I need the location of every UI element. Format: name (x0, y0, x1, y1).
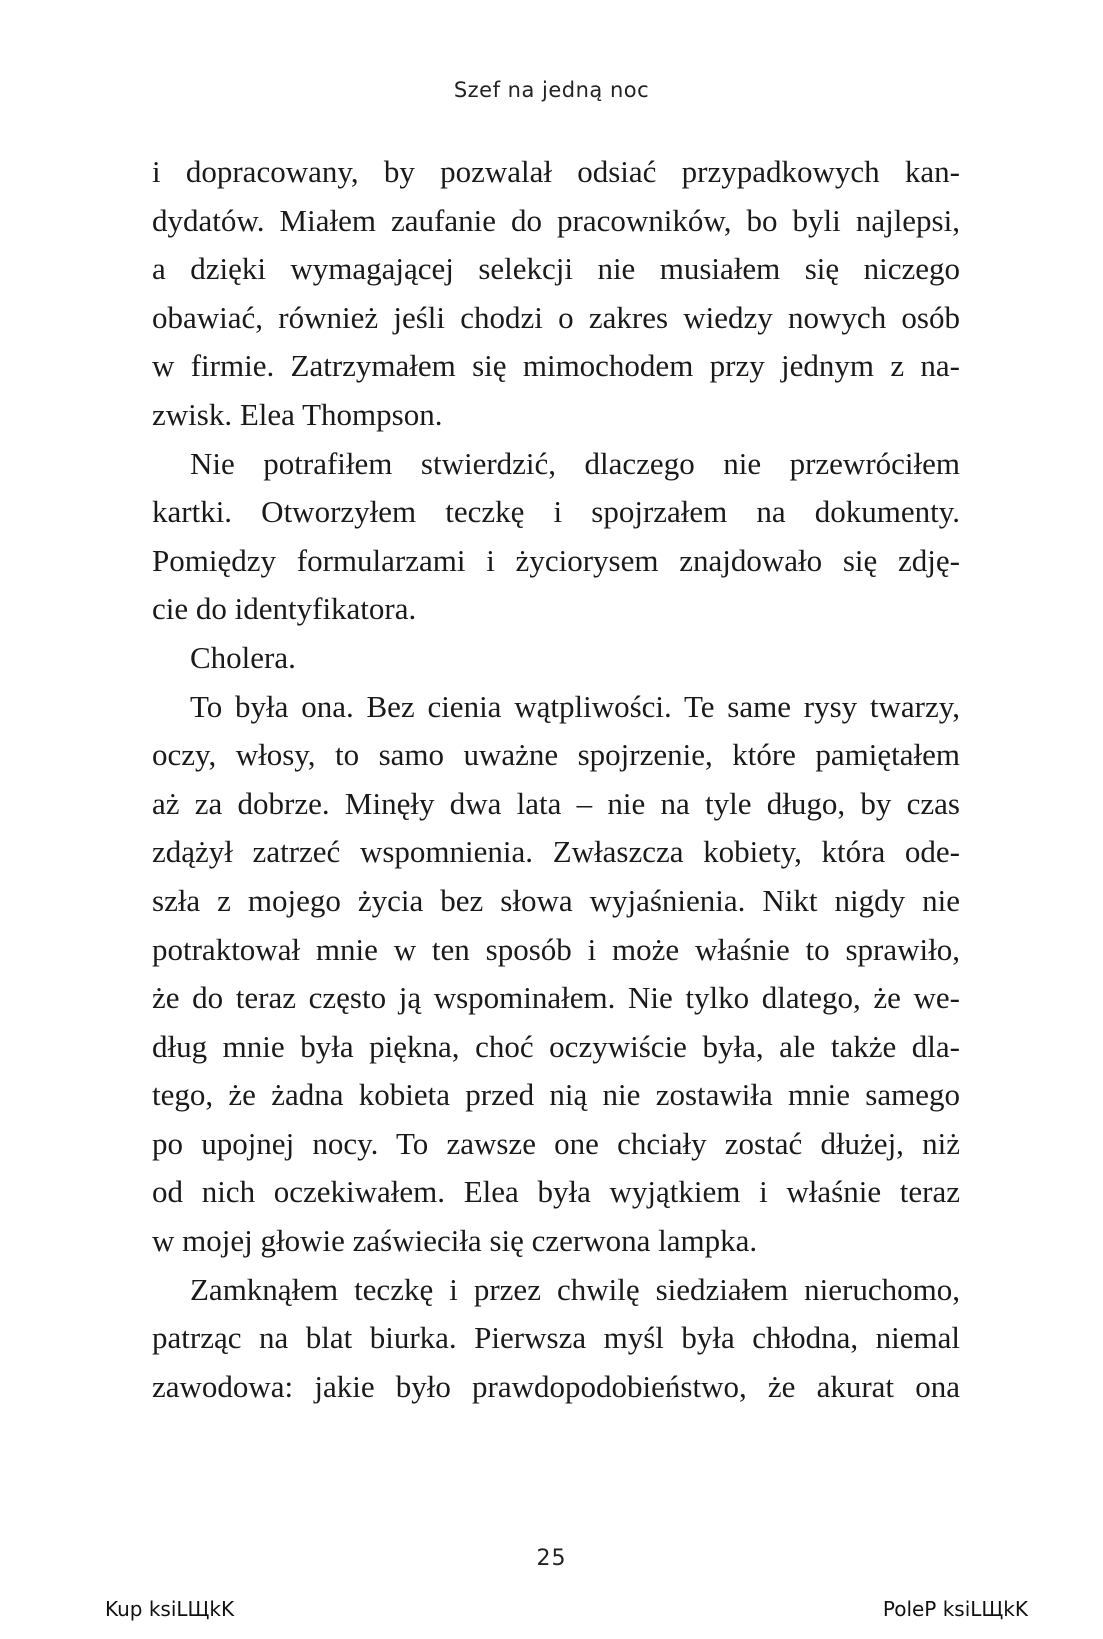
text-line: dydatów. Miałem zaufanie do pracowników, bo byli najlepsi, (152, 202, 960, 238)
paragraph (152, 683, 960, 1266)
paragraph (152, 1266, 960, 1412)
text-line: potraktował mnie w ten sposób i może właśnie to sprawiło, (152, 931, 960, 967)
text-line: a dzięki wymagającej selekcji nie musiałem się niczego (152, 251, 960, 287)
running-header: Szef na jedną noc (453, 78, 650, 102)
recommend-book-link[interactable]: PoleP ksiLЩkK (882, 1597, 1028, 1621)
text-line: dług mnie była piękna, choć oczywiście była, ale także dla- (152, 1028, 960, 1064)
paragraph (152, 634, 960, 683)
text-line: po upojnej nocy. To zawsze one chciały zostać dłużej, niż (152, 1125, 960, 1161)
text-line: w firmie. Zatrzymałem się mimochodem przy jednym z na- (152, 348, 960, 384)
text-line: kartki. Otworzyłem teczkę i spojrzałem na dokumenty. (152, 494, 960, 530)
text-line: zawodowa: jakie było prawdopodobieństwo, że akurat ona (152, 1368, 960, 1404)
text-line: Pomiędzy formularzami i życiorysem znajdowało się zdję- (152, 542, 960, 578)
text-line: od nich oczekiwałem. Elea była wyjątkiem i właśnie teraz (152, 1174, 960, 1210)
text-line: aż za dobrze. Minęły dwa lata – nie na tyle długo, by czas (152, 785, 960, 821)
text-line: Cholera. (190, 639, 296, 675)
text-line: Zamknąłem teczkę i przez chwilę siedziałem nieruchomo, (190, 1271, 960, 1307)
text-line: obawiać, również jeśli chodzi o zakres wiedzy nowych osób (152, 299, 960, 335)
text-line: patrząc na blat biurka. Pierwsza myśl była chłodna, niemal (152, 1320, 960, 1356)
text-line: szła z mojego życia bez słowa wyjaśnienia. Nikt nigdy nie (152, 882, 960, 918)
text-line: zwisk. Elea Thompson. (152, 396, 443, 432)
paragraph (152, 440, 960, 634)
text-line: i dopracowany, by pozwalał odsiać przypadkowych kan- (152, 154, 960, 189)
text-line: zdążył zatrzeć wspomnienia. Zwłaszcza kobiety, która ode- (152, 834, 960, 870)
paragraph (152, 148, 960, 440)
text-line: cie do identyfikatora. (152, 591, 417, 627)
text-line: tego, że żadna kobieta przed nią nie zostawiła mnie samego (152, 1077, 960, 1113)
text-line: Nie potrafiłem stwierdzić, dlaczego nie przewróciłem (190, 445, 960, 481)
text-line: w mojej głowie zaświeciła się czerwona lampka. (152, 1223, 758, 1259)
page-body (152, 148, 960, 1411)
text-line: To była ona. Bez cienia wątpliwości. Te same rysy twarzy, (190, 688, 960, 724)
text-line: że do teraz często ją wspominałem. Nie tylko dlatego, że we- (152, 980, 960, 1016)
text-line: oczy, włosy, to samo uważne spojrzenie, które pamiętałem (152, 737, 960, 773)
buy-book-link[interactable]: Kup ksiLЩkK (105, 1597, 235, 1621)
page-number: 25 (536, 1546, 567, 1571)
